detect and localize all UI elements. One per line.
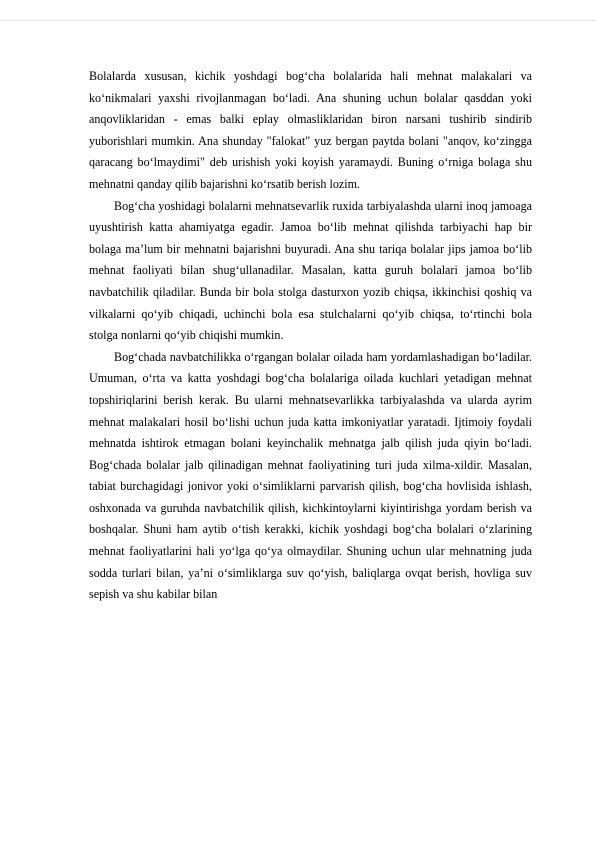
paragraph-1: Bolalarda xususan, kichik yoshdagi bog‘cha bolalarida hali mehnat malakalari va ko‘nikmalari yaxshi rivojlanmagan bo‘ladi. Ana shuning uchun bolalar qasddan yoki anqovliklaridan - emas balki eplay olmasliklaridan biron narsani tushirib sindirib yuborishlari mumkin. Ana shunday "falokat" yuz bergan paytda bolani "anqov, ko‘zingga qaraсang bo‘lmaydimi" deb urishish yoki koyish yaramaydi. Buning o‘rniga bolaga shu mehnatni qanday qilib bajarishni ko‘rsatib berish lozim. <box>89 69 532 191</box>
body-text <box>89 66 532 606</box>
header-rule <box>0 20 596 21</box>
paragraph-2: Bog‘cha yoshidagi bolalarni mehnatsevarlik ruxida tarbiyalashda ularni inoq jamoaga uyushtirish katta ahamiyatga egadir. Jamoa bo‘lib mehnat qilishda tarbiyachi hap bir bolaga ma’lum bir mehnatni bajarishni buyuradi. Ana shu tariqa bolalar jips jamoa bo‘lib mehnat faoliyati bilan shug‘ullanadilar. Masalan, katta guruh bolalari jamoa bo‘lib navbatchilik qiladilar. Bunda bir bola stolga dasturxon yozib chiqsa, ikkinchisi qoshiq va vilkalarni qo‘yib chiqadi, uchinchi bola esa stulchalarni qo‘yib chiqsa, to‘rtinchi bola stolga nonlarni qo‘yib chiqishi mumkin. <box>89 198 532 343</box>
paragraph-3: Bog‘chada navbatchilikka o‘rgangan bolalar oilada ham yordamlashadigan bo‘ladilar. Umuman, o‘rta va katta yoshdagi bog‘cha bolalariga oilada kuchlari yetadigan mehnat topshiriqlarini berish kerak. Bu ularni mehnatsevarlikka tarbiyalashda va ularda ayrim mehnat malakalari hosil bo‘lishi uchun juda katta imkoniyatlar yaratadi. Ijtimoiy foydali mehnatda ishtirok etmagan bolani keyinchalik mehnatga jalb qilish juda qiyin bo‘ladi. Bog‘chada bolalar jalb qilinadigan mehnat faoliyatining turi juda xilma-xildir. Masalan, tabiat burchagidagi jonivor yoki o‘simliklarni parvarish qilish, bog‘cha hovlisida ishlash, oshxonada va guruhda navbatchilik qilish, kichkintoylarni kiyintirishga yordam berish va boshqalar. Shuni ham aytib o‘tish kerakki, kichik yoshdagi bog‘cha bolalari o‘zlarining mehnat faoliyatlarini hali yo‘lga qo‘ya olmaydilar. Shuning uchun ular mehnatning juda sodda turlari bilan, ya’ni o‘simliklarga suv qo‘yish, baliqlarga ovqat berish, hovliga suv sepish va shu kabilar bilan <box>89 349 532 602</box>
